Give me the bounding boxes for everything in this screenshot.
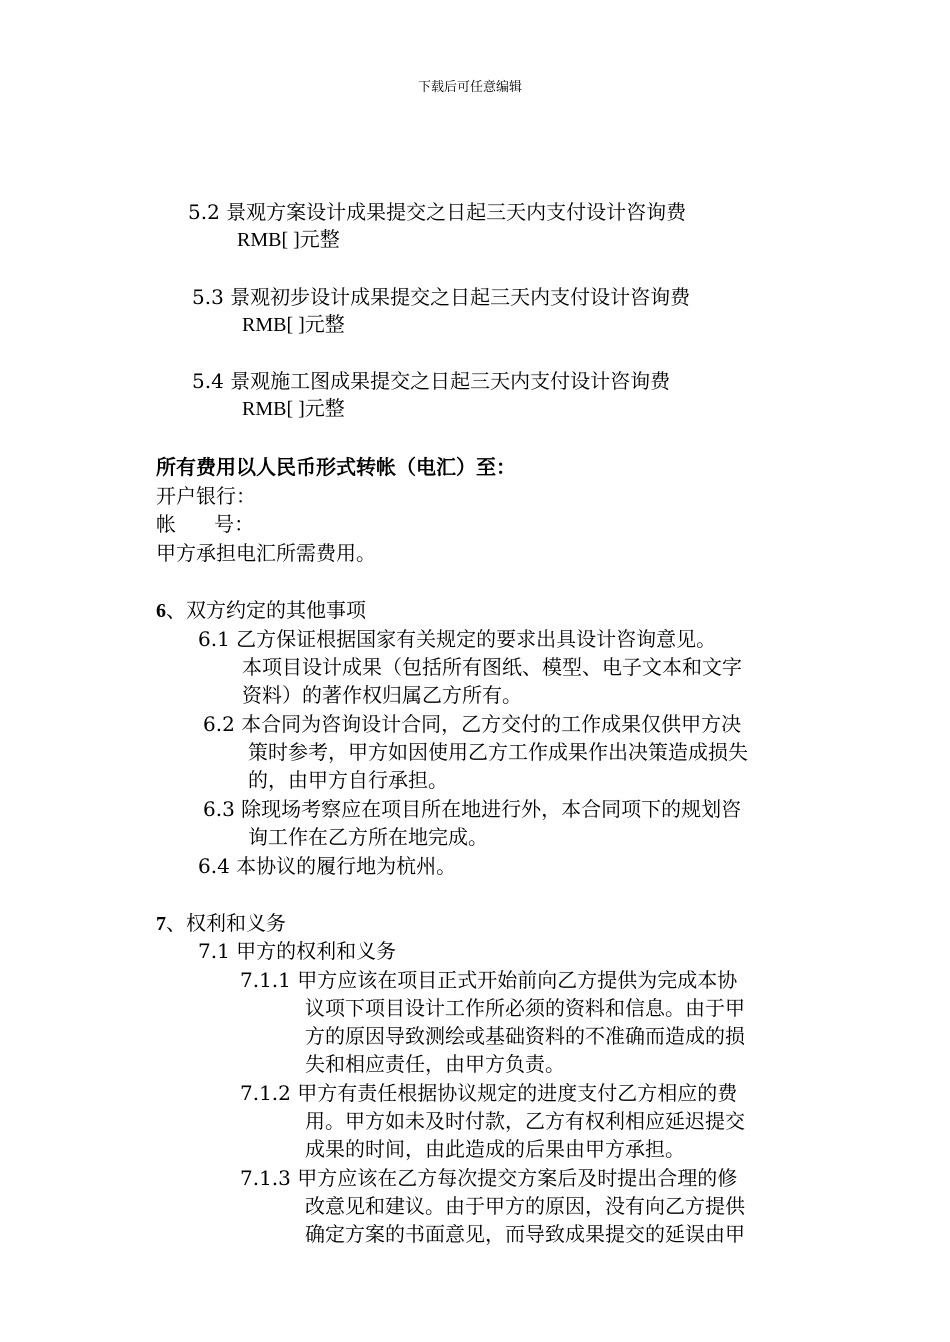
clause-6-1-line-3: 资料）的著作权归属乙方所有。 (242, 683, 522, 707)
clause-6-2: 6.2 本合同为咨询设计合同，乙方交付的工作成果仅供甲方决 (203, 712, 742, 736)
clause-6-1: 6.1 乙方保证根据国家有关规定的要求出具设计咨询意见。 (198, 627, 717, 651)
payment-5-2: 5.2 景观方案设计成果提交之日起三天内支付设计咨询费 (188, 200, 687, 224)
fee-note: 甲方承担电汇所需费用。 (156, 541, 376, 565)
clause-7-1-2: 7.1.2 甲方有责任根据协议规定的进度支付乙方相应的费 (240, 1081, 738, 1105)
clause-6-3-line-2: 询工作在乙方所在地完成。 (248, 825, 488, 849)
section-6-number: 6 (156, 600, 166, 622)
section-7-title: 、权利和义务 (166, 911, 286, 935)
section-6-title: 、双方约定的其他事项 (166, 598, 366, 622)
clause-7-1-3: 7.1.3 甲方应该在乙方每次提交方案后及时提出合理的修 (240, 1166, 738, 1190)
clause-7-1-2-line-3: 成果的时间，由此造成的后果由甲方承担。 (305, 1137, 685, 1161)
transfer-title: 所有费用以人民币形式转帐（电汇）至： (156, 455, 516, 479)
clause-7-1: 7.1 甲方的权利和义务 (198, 939, 397, 963)
payment-5-3-amount: RMB[ ]元整 (242, 314, 345, 336)
payment-5-4: 5.4 景观施工图成果提交之日起三天内支付设计咨询费 (192, 369, 671, 393)
section-7-heading (156, 909, 286, 938)
section-6-heading (156, 596, 366, 625)
clause-6-2-line-3: 的，由甲方自行承担。 (248, 768, 448, 792)
clause-7-1-1-line-3: 方的原因导致测绘或基础资料的不准确而造成的损 (305, 1024, 745, 1048)
clause-7-1-2-line-2: 用。甲方如未及时付款，乙方有权利相应延迟提交 (305, 1109, 745, 1133)
clause-6-1-line-2: 本项目设计成果（包括所有图纸、模型、电子文本和文字 (242, 655, 742, 679)
clause-6-2-line-2: 策时参考，甲方如因使用乙方工作成果作出决策造成损失 (248, 740, 748, 764)
clause-6-3: 6.3 除现场考察应在项目所在地进行外，本合同项下的规划咨 (203, 797, 742, 821)
payment-5-2-amount: RMB[ ]元整 (237, 229, 340, 251)
clause-6-4: 6.4 本协议的履行地为杭州。 (198, 854, 457, 878)
clause-7-1-3-line-2: 改意见和建议。由于甲方的原因，没有向乙方提供 (305, 1194, 745, 1218)
account-label: 帐 号： (156, 512, 255, 536)
bank-label: 开户银行： (156, 484, 256, 508)
payment-5-4-amount: RMB[ ]元整 (242, 398, 345, 420)
clause-7-1-1-line-4: 失和相应责任，由甲方负责。 (305, 1052, 565, 1076)
clause-7-1-1: 7.1.1 甲方应该在项目正式开始前向乙方提供为完成本协 (240, 968, 738, 992)
page-header-note: 下载后可任意编辑 (418, 80, 523, 95)
clause-7-1-3-line-3: 确定方案的书面意见，而导致成果提交的延误由甲 (305, 1222, 745, 1246)
clause-7-1-1-line-2: 议项下项目设计工作所必须的资料和信息。由于甲 (305, 996, 745, 1020)
payment-5-3: 5.3 景观初步设计成果提交之日起三天内支付设计咨询费 (192, 285, 691, 309)
section-7-number: 7 (156, 913, 166, 935)
